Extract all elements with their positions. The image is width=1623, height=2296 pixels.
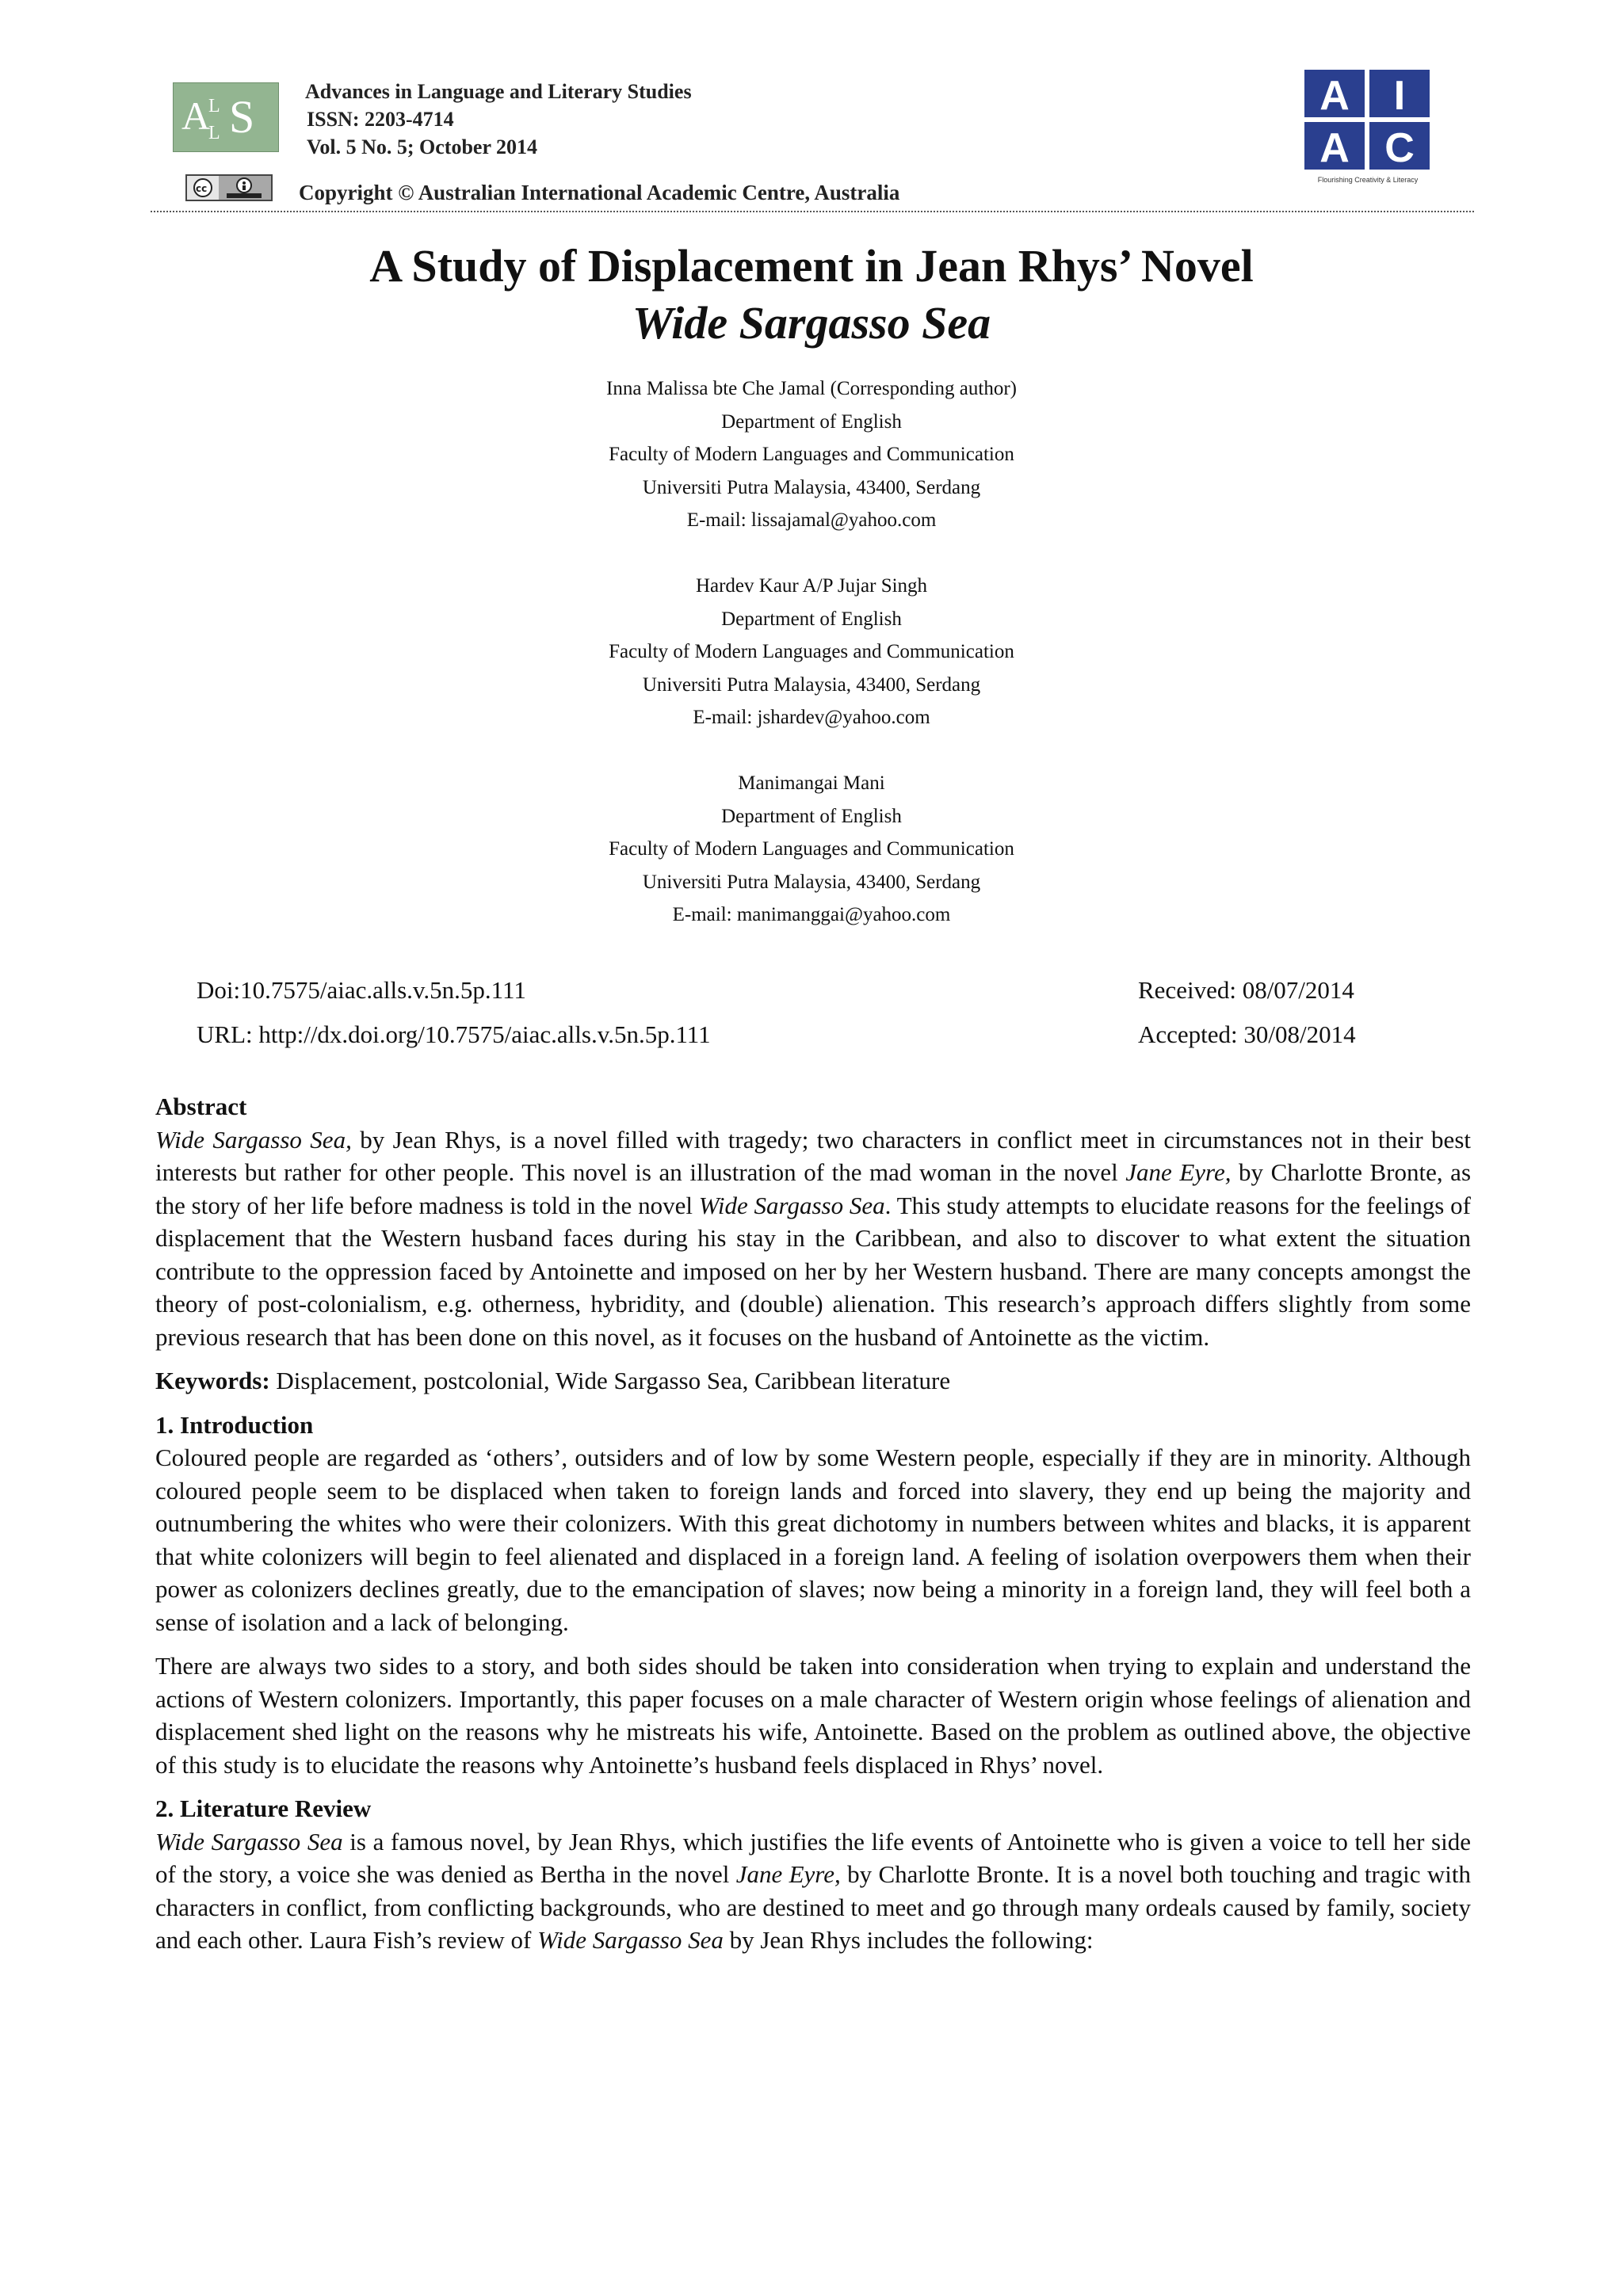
aiac-letter-i: I [1393, 73, 1406, 119]
literature-review-heading: 2. Literature Review [155, 1794, 372, 1822]
copyright-line: Copyright © Australian International Academic Centre, Australia [299, 181, 900, 204]
aiac-tagline: Flourishing Creativity & Literacy [1317, 176, 1419, 184]
author-email: E-mail: jshardev@yahoo.com [693, 707, 930, 728]
literature-review-paragraph [155, 1825, 1471, 1957]
author-email: E-mail: lissajamal@yahoo.com [686, 509, 937, 531]
abstract-span-2: by Charlotte Bronte, as the story of her life before madness is told in the novel [155, 1158, 1472, 1219]
author-department: Department of English [721, 805, 902, 827]
author-block [0, 570, 1623, 734]
abstract-heading: Abstract [155, 1093, 247, 1120]
abstract-italic-1: Wide Sargasso Sea, [155, 1125, 352, 1154]
alls-journal-logo [173, 82, 279, 152]
author-faculty: Faculty of Modern Languages and Communication [609, 641, 1014, 662]
abstract-italic-2: Jane Eyre, [1125, 1158, 1232, 1186]
lit-span-1: is a famous novel, by Jean Rhys, which justifies the life events of Antoinette who is given a voice to tell her side of the story, a voice she was denied as Bertha in the novel [155, 1827, 1471, 1888]
aiac-letter-c: C [1384, 125, 1415, 171]
doi-url[interactable]: URL: http://dx.doi.org/10.7575/aiac.alls.v.5n.5p.111 [197, 1020, 711, 1048]
svg-text:A: A [181, 93, 211, 138]
svg-text:cc: cc [196, 183, 208, 194]
paper-body [155, 1090, 1471, 1968]
author-email: E-mail: manimanggai@yahoo.com [672, 904, 951, 925]
introduction-heading: 1. Introduction [155, 1410, 314, 1439]
journal-name: Advances in Language and Literary Studies [305, 80, 692, 103]
doi: Doi:10.7575/aiac.alls.v.5n.5p.111 [197, 976, 526, 1004]
author-name: Hardev Kaur A/P Jujar Singh [695, 575, 928, 597]
author-block [0, 767, 1623, 932]
creative-commons-icon [185, 174, 273, 201]
journal-issn: ISSN: 2203-4714 [307, 108, 454, 131]
author-block [0, 372, 1623, 537]
abstract-span-1: by Jean Rhys, is a novel filled with tragedy; two characters in conflict meet in circumstances not in their best interests but rather for other people. This novel is an illustration of the mad woman in the novel [155, 1125, 1471, 1186]
author-university: Universiti Putra Malaysia, 43400, Serdang [642, 871, 981, 893]
author-department: Department of English [721, 608, 902, 630]
lit-span-3: by Jean Rhys includes the following: [723, 1926, 1094, 1954]
received-date: Received: 08/07/2014 [1138, 976, 1354, 1004]
title-line-2: Wide Sargasso Sea [632, 297, 991, 349]
author-name: Inna Malissa bte Che Jamal (Corresponding author) [606, 378, 1017, 399]
author-faculty: Faculty of Modern Languages and Communication [609, 838, 1014, 860]
abstract-span-3: . This study attempts to elucidate reasons for the feelings of displacement that the Western husband faces during his stay in the Caribbean, and also to discover to what extent the situation contribute to the oppression faced by Antoinette and imposed on her by her Western husband. There are many concepts amongst the theory of post-colonialism, e.g. otherness, hybridity, and (double) alienation. This research’s approach differs slightly from some previous research that has been done on this novel, as it focuses on the husband of Antoinette as the victim. [155, 1191, 1471, 1351]
lit-italic-1: Wide Sargasso Sea [155, 1827, 343, 1855]
title-line-1: A Study of Displacement in Jean Rhys’ Novel [369, 240, 1254, 292]
introduction-paragraph-1: Coloured people are regarded as ‘others’, outsiders and of low by some Western people, especially if they are in minority. Although coloured people seem to be displaced when taken to foreign lands and forced into slavery, they end up being the majority and outnumbering the whites who were their colonizers. With this great dichotomy in numbers between whites and blacks, it is apparent that white colonizers will begin to feel alienated and displaced in a foreign land. A feeling of isolation overpowers them when their power as colonizers declines greatly, due to the emancipation of slaves; now being a minority in a foreign land, they will feel both a sense of isolation and a lack of belonging. [155, 1444, 1471, 1636]
header-divider [151, 211, 1474, 212]
doi-block [197, 968, 711, 1057]
author-list [0, 372, 1623, 964]
author-faculty: Faculty of Modern Languages and Communication [609, 444, 1014, 465]
paper-title [0, 238, 1623, 352]
lit-italic-2: Jane Eyre, [735, 1860, 841, 1888]
aiac-logo [1295, 68, 1442, 187]
abstract-italic-3: Wide Sargasso Sea [698, 1191, 885, 1219]
keywords-label: Keywords: [155, 1367, 270, 1394]
author-university: Universiti Putra Malaysia, 43400, Serdang [642, 673, 981, 696]
abstract-text [155, 1123, 1471, 1354]
author-name: Manimangai Mani [738, 772, 885, 794]
dates-block [1138, 968, 1356, 1057]
aiac-letter-a1: A [1319, 73, 1350, 119]
accepted-date: Accepted: 30/08/2014 [1138, 1020, 1356, 1048]
svg-text:S: S [229, 91, 255, 143]
journal-info [305, 78, 692, 161]
introduction-paragraph-2: There are always two sides to a story, and both sides should be taken into consideration when trying to explain and understand the actions of Western colonizers. Importantly, this paper focuses on a male character of Western origin whose feelings of alienation and displacement shed light on the reasons why he mistreats his wife, Antoinette. Based on the problem as outlined above, the objective of this study is to elucidate the reasons why Antoinette’s husband feels displaced in Rhys’ novel. [155, 1652, 1471, 1779]
svg-text:L: L [208, 123, 220, 143]
keywords-text: Displacement, postcolonial, Wide Sargasso Sea, Caribbean literature [269, 1367, 951, 1394]
author-department: Department of English [721, 410, 902, 433]
author-university: Universiti Putra Malaysia, 43400, Serdang [642, 476, 981, 498]
journal-volume: Vol. 5 No. 5; October 2014 [307, 135, 538, 158]
lit-italic-3: Wide Sargasso Sea [537, 1926, 724, 1954]
svg-text:L: L [208, 96, 220, 116]
lit-span-2: by Charlotte Bronte. It is a novel both touching and tragic with characters in conflict, from conflicting backgrounds, who are destined to meet and go through many ordeals caused by family, society and each other. Laura Fish’s review of [155, 1860, 1471, 1954]
keywords [155, 1364, 1471, 1398]
aiac-letter-a2: A [1319, 125, 1350, 171]
